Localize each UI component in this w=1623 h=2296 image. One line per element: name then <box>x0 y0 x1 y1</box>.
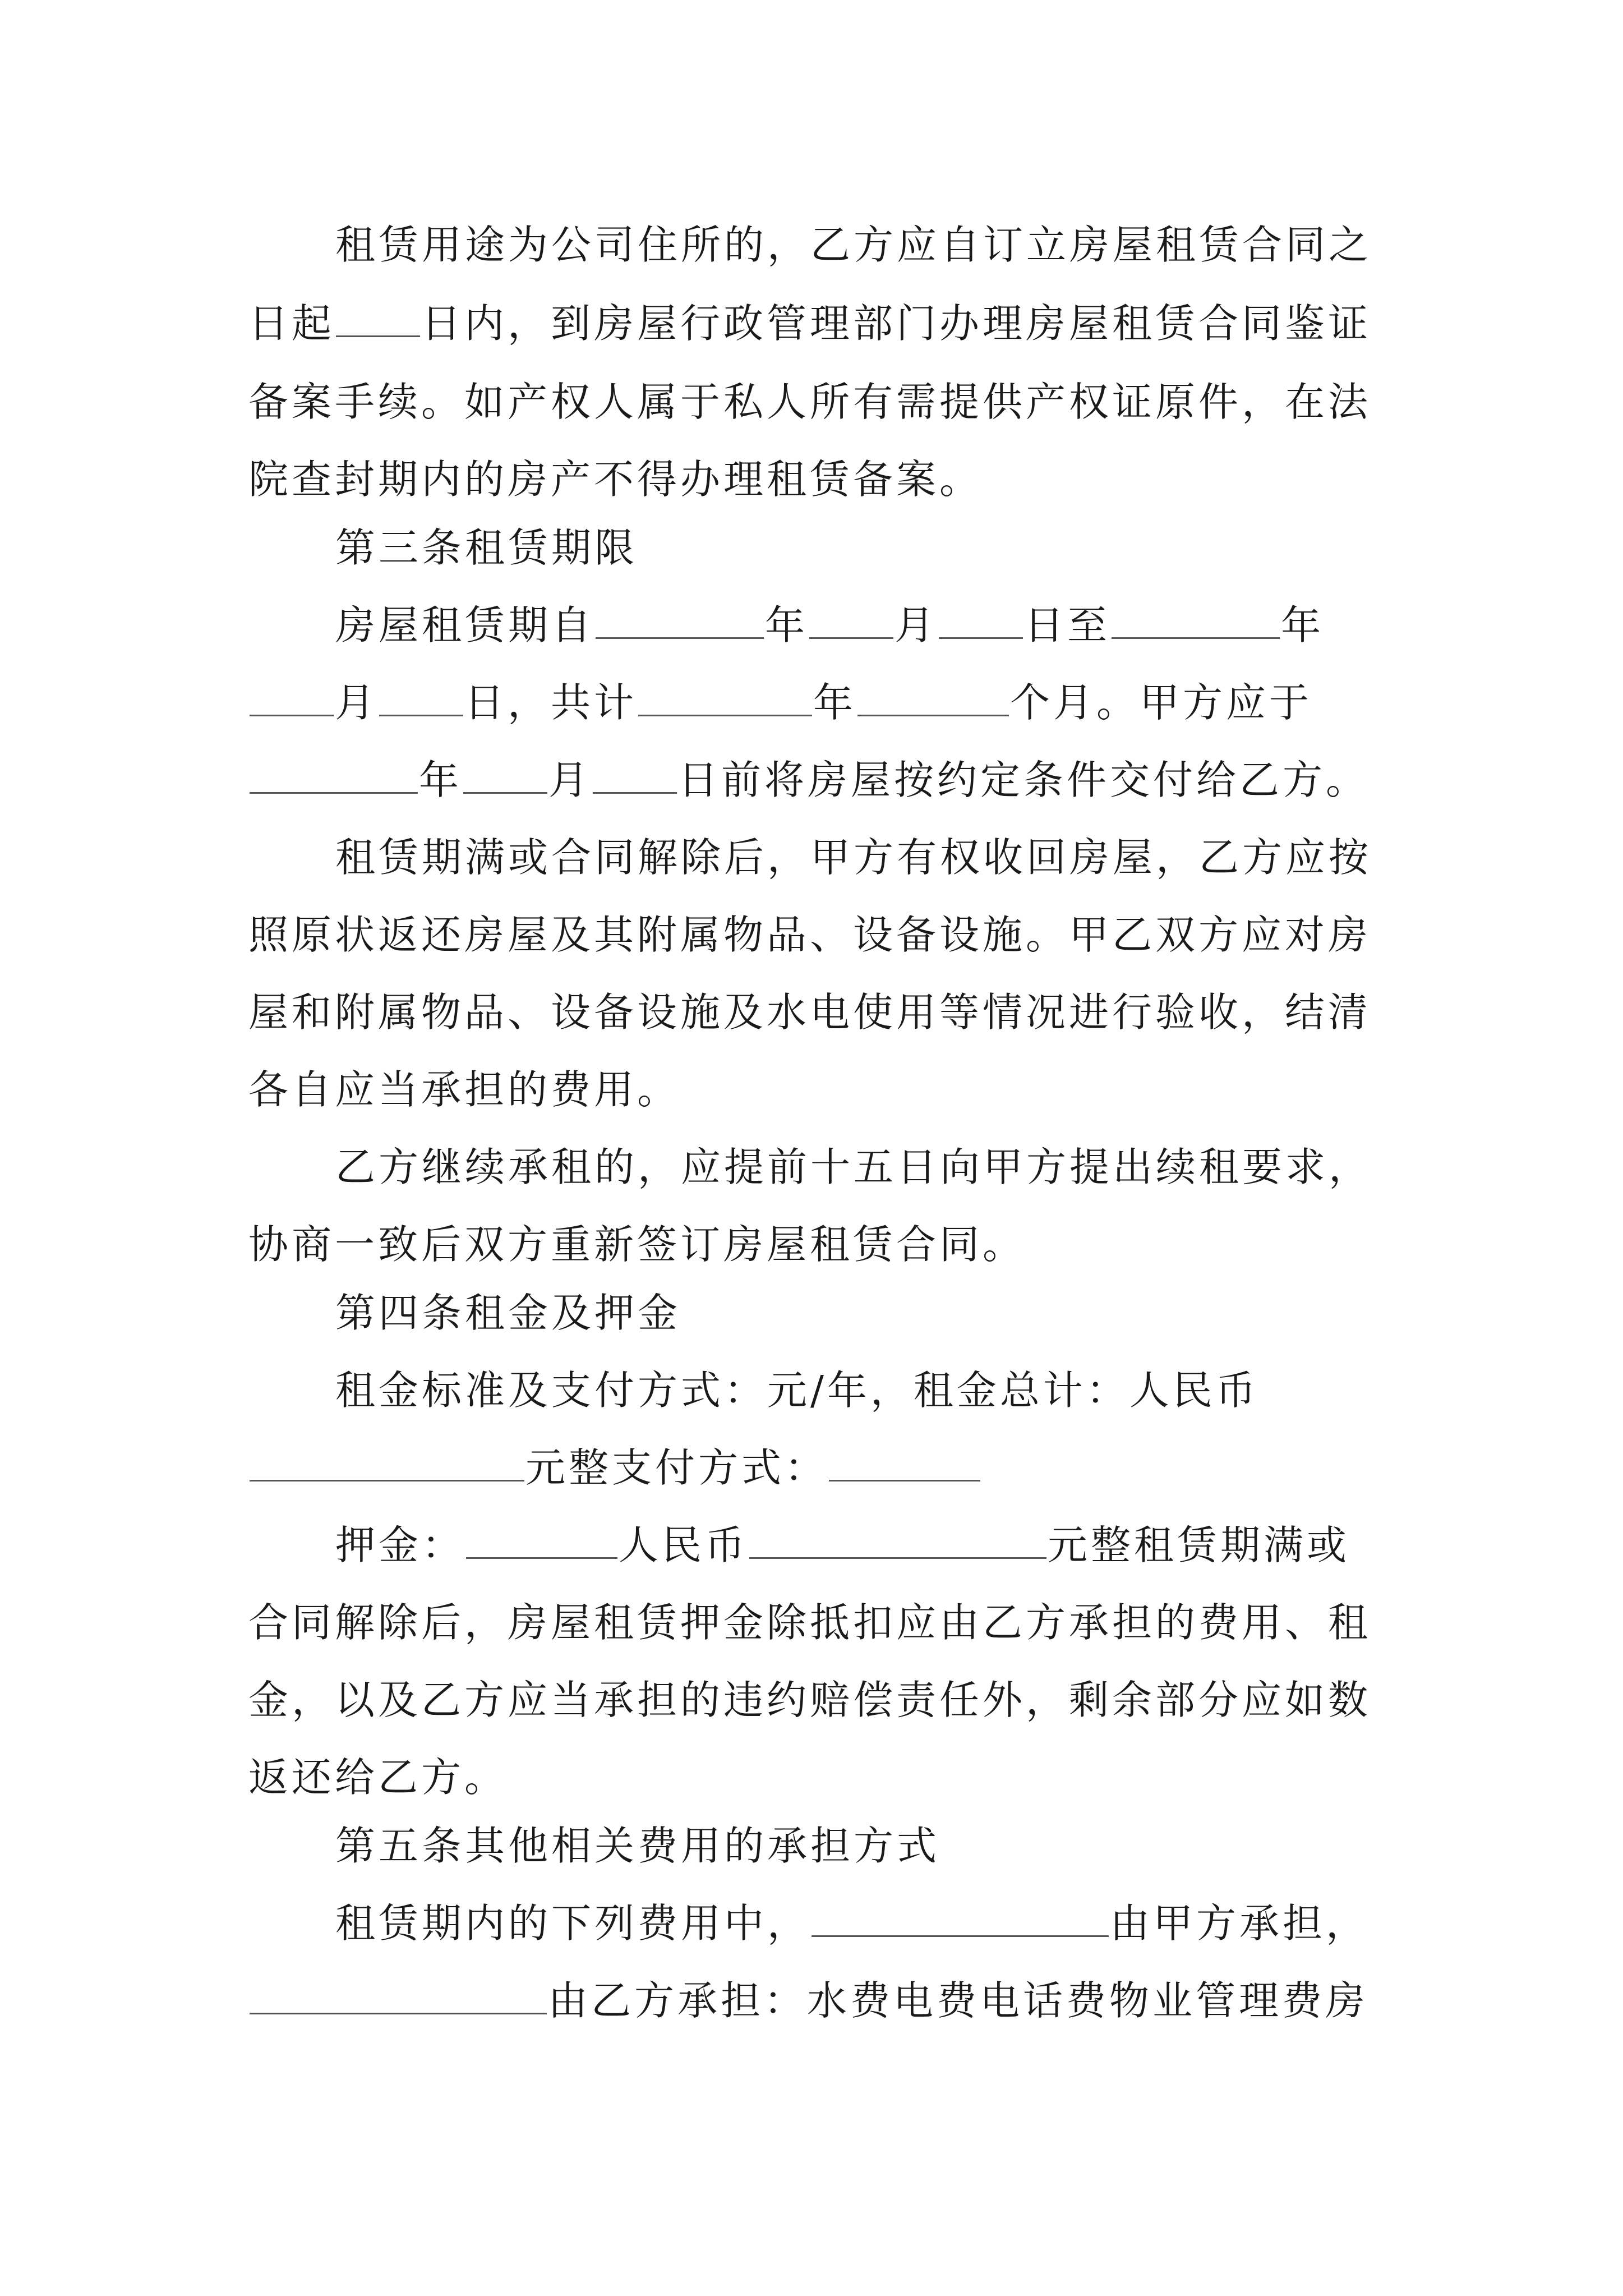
fill-blank[interactable] <box>811 1902 1109 1937</box>
text: 金，以及乙方应当承担的违约赔偿责任外，剩余部分应如数 <box>248 1677 1372 1723</box>
paragraph-line <box>335 832 1372 883</box>
fill-blank[interactable] <box>250 681 334 716</box>
fill-blank[interactable] <box>939 604 1023 639</box>
text: 人民币 <box>619 1522 749 1568</box>
text: 房屋租赁期自 <box>335 602 595 648</box>
text: 年 <box>1281 602 1325 648</box>
fill-blank[interactable] <box>809 604 893 639</box>
paragraph-line <box>248 1220 1026 1270</box>
paragraph-line <box>248 1065 680 1115</box>
fill-blank[interactable] <box>638 681 812 716</box>
text: 月 <box>335 679 379 726</box>
text: 日内，到房屋行政管理部门办理房屋租赁合同鉴证 <box>421 300 1372 347</box>
paragraph-line <box>335 1520 1350 1571</box>
text: 照原状返还房屋及其附属物品、设备设施。甲乙双方应对房 <box>248 912 1372 958</box>
text: 租赁用途为公司住所的，乙方应自订立房屋租赁合同之 <box>335 222 1372 268</box>
text: 第三条租赁期限 <box>335 524 638 571</box>
paragraph-line <box>335 1142 1372 1193</box>
text: 年 <box>765 602 809 648</box>
paragraph-line <box>248 987 1371 1038</box>
paragraph-line <box>248 454 983 505</box>
paragraph-line <box>248 755 1369 806</box>
text: 乙方继续承租的，应提前十五日向甲方提出续租要求， <box>335 1144 1372 1190</box>
text: 元整租赁期满或 <box>1048 1522 1350 1568</box>
text: 日，共计 <box>464 679 638 726</box>
section-heading <box>335 1821 940 1871</box>
fill-blank[interactable] <box>250 1446 524 1481</box>
text: 屋和附属物品、设备设施及水电使用等情况进行验收，结清 <box>248 989 1372 1036</box>
text: 月 <box>548 757 592 803</box>
text: 日前将房屋按约定条件交付给乙方。 <box>678 757 1370 803</box>
text: 合同解除后，房屋租赁押金除抵扣应由乙方承担的费用、租 <box>248 1599 1372 1646</box>
fill-blank[interactable] <box>250 758 418 794</box>
paragraph-line <box>335 1365 1259 1416</box>
text: 协商一致后双方重新签订房屋租赁合同。 <box>248 1221 1026 1268</box>
fill-blank[interactable] <box>829 1446 980 1481</box>
text: 年 <box>419 757 463 803</box>
paragraph-line <box>248 1976 1368 2026</box>
fill-blank[interactable] <box>749 1524 1046 1559</box>
paragraph-line <box>248 678 1312 728</box>
text: 由乙方承担：水费电费电话费物业管理费房 <box>548 1977 1369 2024</box>
paragraph-line <box>248 1752 508 1803</box>
text: 月 <box>895 602 938 648</box>
fill-blank[interactable] <box>463 758 547 794</box>
paragraph-line <box>248 910 1371 960</box>
fill-blank[interactable] <box>593 758 677 794</box>
text: 第四条租金及押金 <box>335 1290 681 1336</box>
text: 租金标准及支付方式：元/年，租金总计：人民币 <box>335 1367 1259 1414</box>
text: 租赁期内的下列费用中， <box>335 1900 811 1947</box>
text: 由甲方承担， <box>1110 1900 1370 1947</box>
fill-blank[interactable] <box>466 1524 617 1559</box>
text: 返还给乙方。 <box>248 1754 508 1801</box>
fill-blank[interactable] <box>250 1979 547 2014</box>
paragraph-line <box>335 1898 1369 1949</box>
text: 各自应当承担的费用。 <box>248 1066 681 1113</box>
text: 元整支付方式： <box>525 1444 828 1491</box>
text: 年 <box>813 679 857 726</box>
fill-blank[interactable] <box>379 681 463 716</box>
paragraph-line <box>248 1598 1371 1648</box>
fill-blank[interactable] <box>336 302 420 337</box>
paragraph-line <box>248 377 1371 427</box>
paragraph-line <box>248 1675 1371 1726</box>
text: 个月。甲方应于 <box>1010 679 1313 726</box>
text: 日起 <box>248 300 335 347</box>
text: 租赁期满或合同解除后，甲方有权收回房屋，乙方应按 <box>335 834 1372 881</box>
text: 院查封期内的房产不得办理租赁备案。 <box>248 456 983 503</box>
text: 备案手续。如产权人属于私人所有需提供产权证原件，在法 <box>248 379 1372 425</box>
fill-blank[interactable] <box>1112 604 1280 639</box>
paragraph-line <box>248 298 1371 349</box>
section-heading <box>335 523 638 573</box>
text: 第五条其他相关费用的承担方式 <box>335 1823 940 1869</box>
text: 押金： <box>335 1522 465 1568</box>
paragraph-line <box>248 1443 981 1493</box>
paragraph-line <box>335 220 1372 270</box>
text: 日至 <box>1024 602 1111 648</box>
section-heading <box>335 1288 681 1338</box>
fill-blank[interactable] <box>857 681 1009 716</box>
fill-blank[interactable] <box>596 604 764 639</box>
paragraph-line <box>335 600 1324 651</box>
